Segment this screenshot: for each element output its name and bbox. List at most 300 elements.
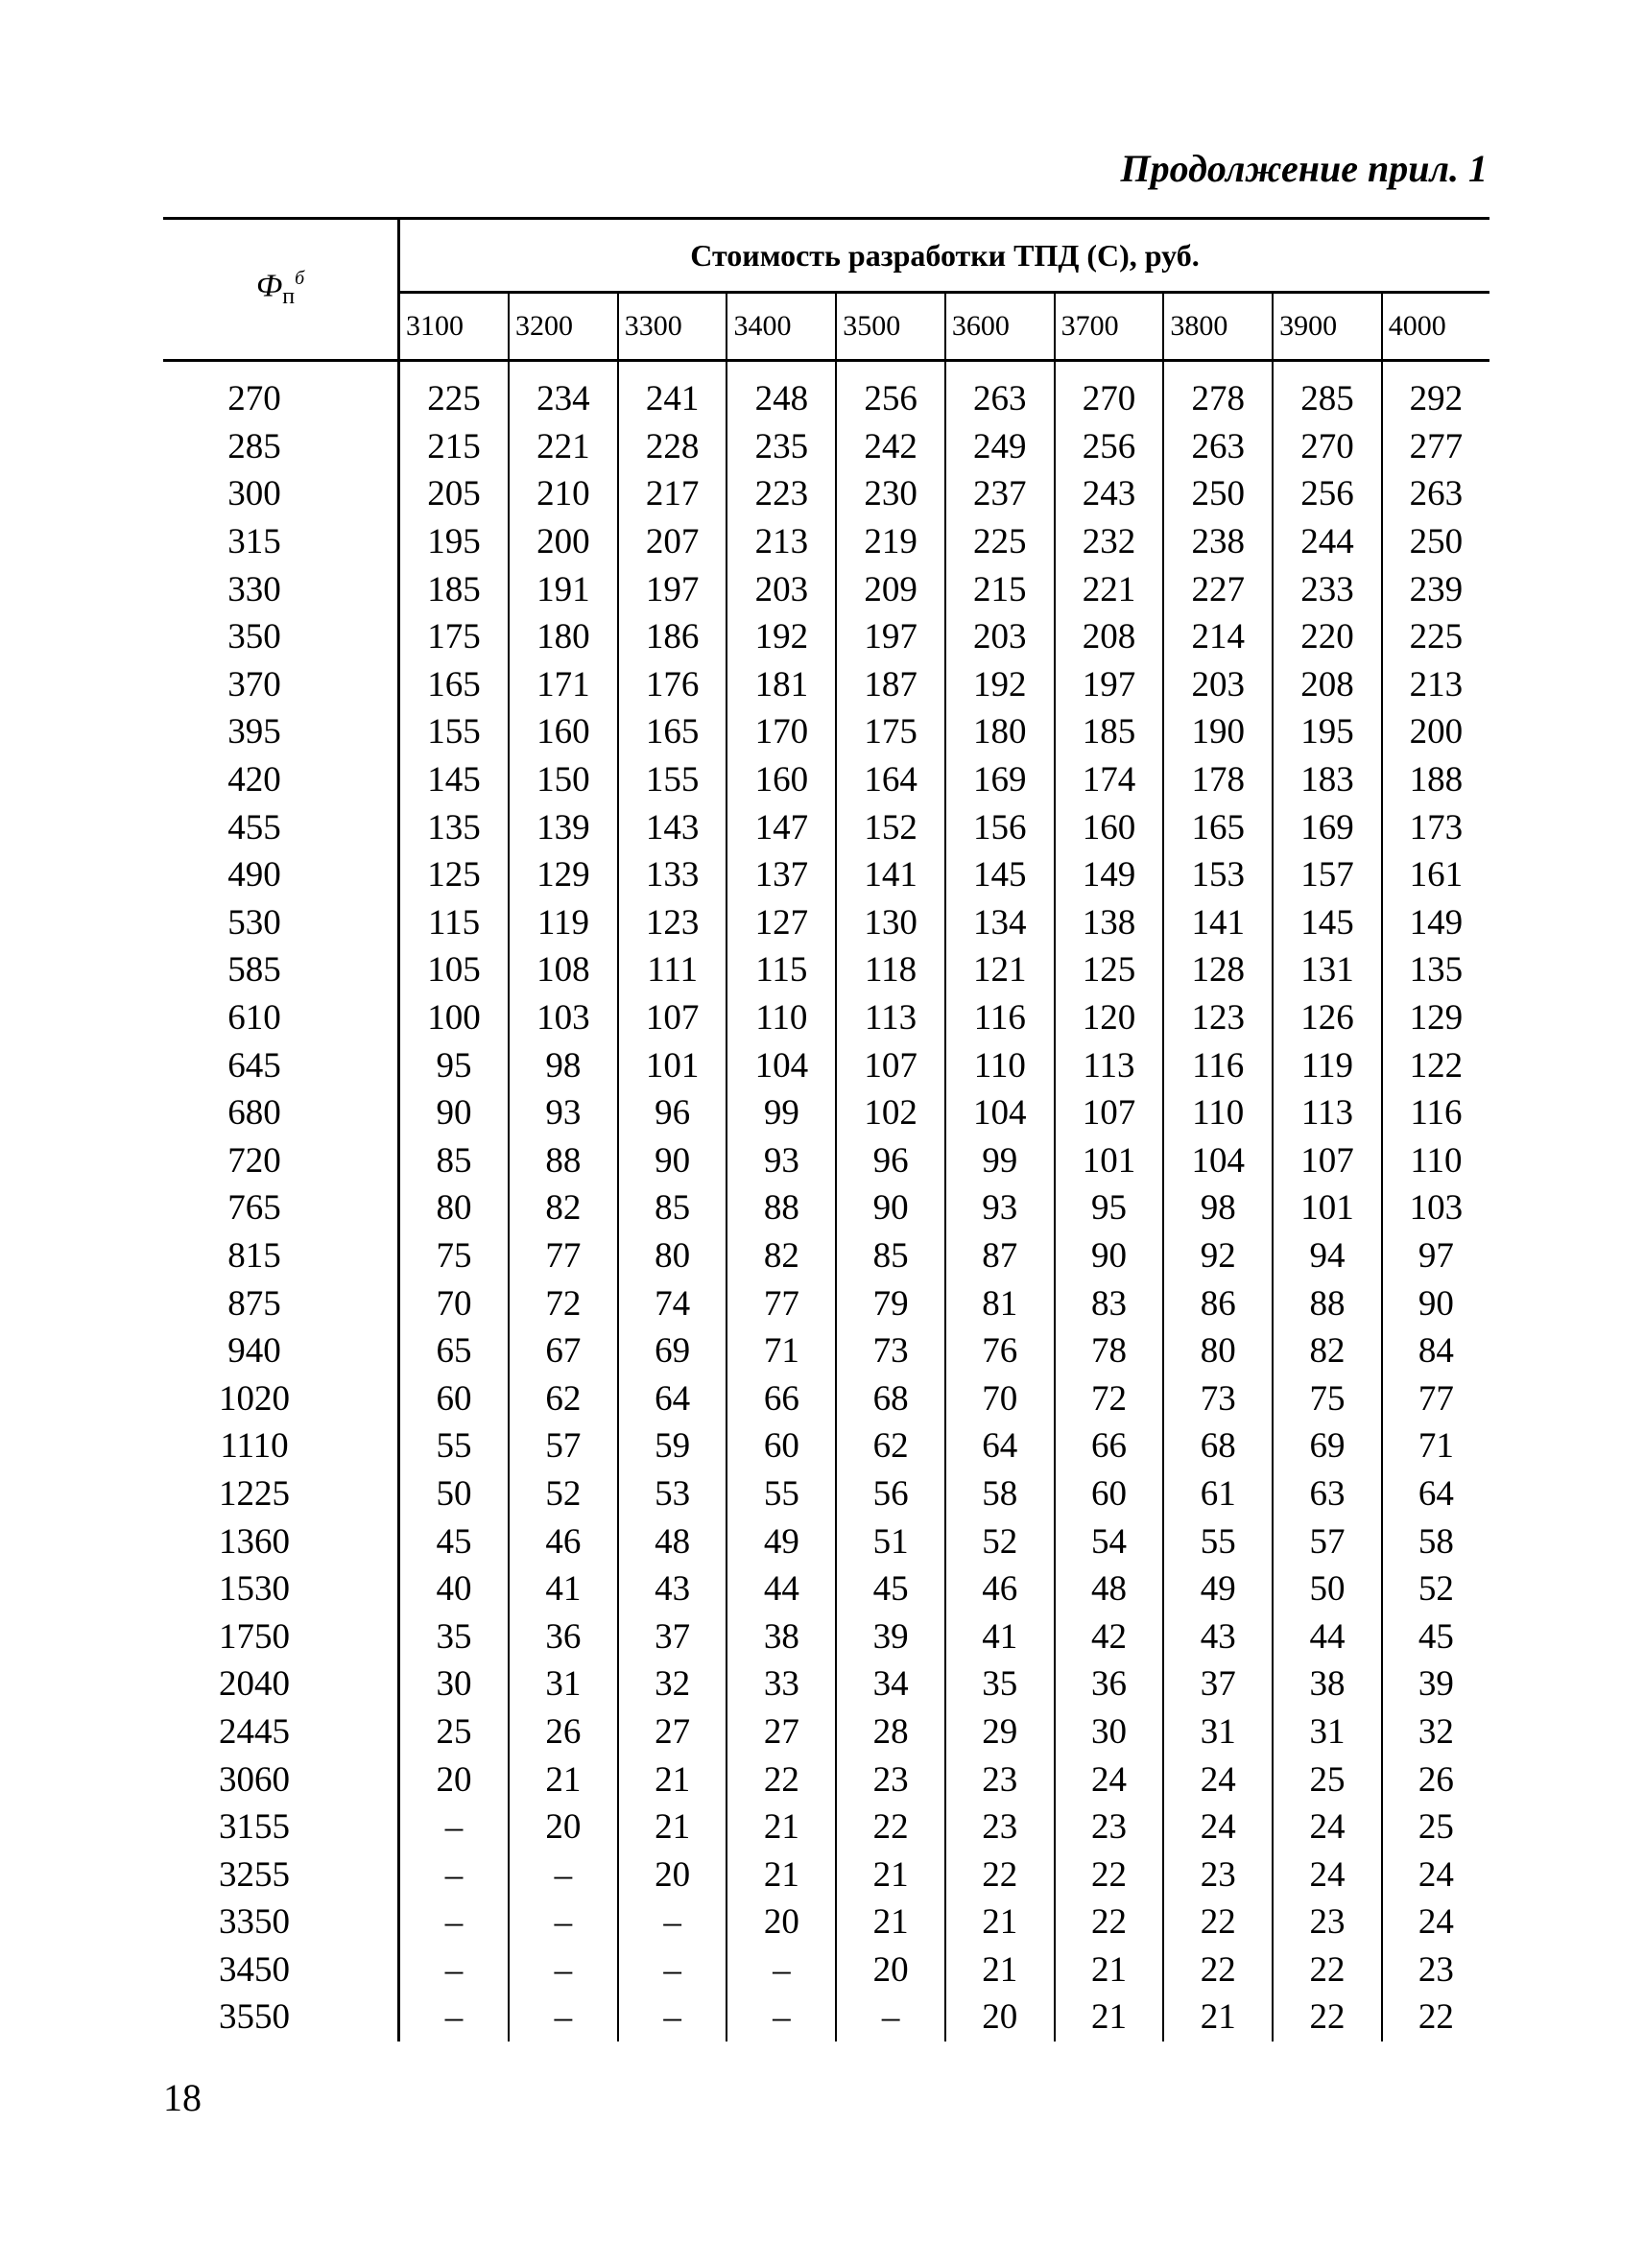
table-cell: 32 bbox=[618, 1660, 727, 1708]
table-cell: 22 bbox=[1163, 1898, 1273, 1946]
table-cell: 278 bbox=[1163, 361, 1273, 423]
table-cell: 188 bbox=[1382, 756, 1489, 804]
table-cell: 220 bbox=[1273, 613, 1382, 661]
table-cell: 221 bbox=[1055, 565, 1164, 613]
table-cell: 24 bbox=[1382, 1898, 1489, 1946]
table-cell: 64 bbox=[1382, 1470, 1489, 1518]
table-cell: 66 bbox=[727, 1374, 836, 1422]
table-cell: 183 bbox=[1273, 756, 1382, 804]
table-cell: 88 bbox=[1273, 1279, 1382, 1327]
table-cell: 39 bbox=[1382, 1660, 1489, 1708]
row-phi-value: 420 bbox=[163, 756, 399, 804]
row-phi-value: 765 bbox=[163, 1184, 399, 1232]
table-cell: 83 bbox=[1055, 1279, 1164, 1327]
table-cell: 21 bbox=[618, 1755, 727, 1803]
table-cell: 263 bbox=[1382, 470, 1489, 518]
table-cell: 50 bbox=[1273, 1565, 1382, 1613]
page-number: 18 bbox=[163, 2076, 202, 2119]
table-cell: 129 bbox=[1382, 994, 1489, 1042]
table-cell: 25 bbox=[1273, 1755, 1382, 1803]
table-cell: 197 bbox=[836, 613, 945, 661]
row-phi-value: 1360 bbox=[163, 1517, 399, 1565]
table-cell: 23 bbox=[1382, 1946, 1489, 1994]
column-header: 3500 bbox=[836, 293, 945, 361]
table-row bbox=[163, 803, 1489, 851]
table-cell: 45 bbox=[399, 1517, 510, 1565]
table-cell: 116 bbox=[1163, 1041, 1273, 1089]
table-cell: 77 bbox=[1382, 1374, 1489, 1422]
table-cell: 176 bbox=[618, 661, 727, 709]
row-phi-value: 940 bbox=[163, 1327, 399, 1375]
stub-subscript: п bbox=[282, 284, 296, 310]
table-row bbox=[163, 613, 1489, 661]
row-phi-value: 3255 bbox=[163, 1850, 399, 1898]
table-cell: 215 bbox=[399, 423, 510, 471]
row-phi-value: 2040 bbox=[163, 1660, 399, 1708]
table-row bbox=[163, 1612, 1489, 1660]
table-cell: 24 bbox=[1163, 1755, 1273, 1803]
row-phi-value: 270 bbox=[163, 361, 399, 423]
table-cell: 98 bbox=[1163, 1184, 1273, 1232]
table-cell: 200 bbox=[1382, 708, 1489, 756]
continuation-caption: Продолжение прил. 1 bbox=[1120, 147, 1488, 190]
table-row bbox=[163, 1708, 1489, 1756]
table-cell: 230 bbox=[836, 470, 945, 518]
table-cell: 134 bbox=[945, 899, 1055, 947]
table-cell: 85 bbox=[836, 1232, 945, 1280]
table-cell: 32 bbox=[1382, 1708, 1489, 1756]
table-cell: 241 bbox=[618, 361, 727, 423]
table-cell: 49 bbox=[727, 1517, 836, 1565]
table-cell: 195 bbox=[399, 518, 510, 566]
table-cell: 40 bbox=[399, 1565, 510, 1613]
table-cell: 20 bbox=[727, 1898, 836, 1946]
table-cell: 31 bbox=[1163, 1708, 1273, 1756]
table-cell: – bbox=[399, 1993, 510, 2041]
table-cell: 30 bbox=[1055, 1708, 1164, 1756]
table-cell: 150 bbox=[509, 756, 618, 804]
table-row bbox=[163, 1279, 1489, 1327]
table-cell: 21 bbox=[727, 1850, 836, 1898]
table-cell: 52 bbox=[1382, 1565, 1489, 1613]
table-cell: 97 bbox=[1382, 1232, 1489, 1280]
table-cell: 37 bbox=[618, 1612, 727, 1660]
table-cell: 23 bbox=[1163, 1850, 1273, 1898]
table-cell: 256 bbox=[836, 361, 945, 423]
table-cell: 192 bbox=[727, 613, 836, 661]
table-cell: 221 bbox=[509, 423, 618, 471]
table-cell: 50 bbox=[399, 1470, 510, 1518]
stub-superscript: б bbox=[295, 268, 305, 290]
table-cell: 90 bbox=[1055, 1232, 1164, 1280]
table-cell: 101 bbox=[1273, 1184, 1382, 1232]
table-cell: 277 bbox=[1382, 423, 1489, 471]
table-cell: 225 bbox=[945, 518, 1055, 566]
table-cell: 53 bbox=[618, 1470, 727, 1518]
table-cell: 223 bbox=[727, 470, 836, 518]
table-row bbox=[163, 1041, 1489, 1089]
table-cell: 155 bbox=[399, 708, 510, 756]
row-phi-value: 490 bbox=[163, 851, 399, 899]
table-cell: 180 bbox=[509, 613, 618, 661]
table-cell: 214 bbox=[1163, 613, 1273, 661]
table-cell: 21 bbox=[945, 1946, 1055, 1994]
table-row bbox=[163, 1850, 1489, 1898]
table-cell: 72 bbox=[509, 1279, 618, 1327]
table-cell: 20 bbox=[836, 1946, 945, 1994]
table-cell: 90 bbox=[618, 1137, 727, 1185]
table-cell: 225 bbox=[399, 361, 510, 423]
table-cell: 22 bbox=[945, 1850, 1055, 1898]
table-cell: – bbox=[509, 1898, 618, 1946]
table-row bbox=[163, 1137, 1489, 1185]
table-cell: 24 bbox=[1055, 1755, 1164, 1803]
table-cell: 225 bbox=[1382, 613, 1489, 661]
row-phi-value: 455 bbox=[163, 803, 399, 851]
row-phi-value: 1110 bbox=[163, 1422, 399, 1470]
table-cell: 143 bbox=[618, 803, 727, 851]
table-cell: 203 bbox=[945, 613, 1055, 661]
table-cell: 52 bbox=[509, 1470, 618, 1518]
table-cell: 107 bbox=[1055, 1089, 1164, 1137]
stub-symbol: Ф bbox=[255, 268, 283, 304]
table-cell: 68 bbox=[836, 1374, 945, 1422]
table-cell: 21 bbox=[836, 1850, 945, 1898]
table-cell: 27 bbox=[618, 1708, 727, 1756]
table-cell: 94 bbox=[1273, 1232, 1382, 1280]
table-cell: 48 bbox=[1055, 1565, 1164, 1613]
table-row bbox=[163, 994, 1489, 1042]
table-cell: 22 bbox=[1163, 1946, 1273, 1994]
table-cell: 60 bbox=[727, 1422, 836, 1470]
table-cell: 27 bbox=[727, 1708, 836, 1756]
table-cell: 125 bbox=[399, 851, 510, 899]
table-cell: 77 bbox=[509, 1232, 618, 1280]
table-cell: 101 bbox=[618, 1041, 727, 1089]
table-cell: 178 bbox=[1163, 756, 1273, 804]
table-cell: 244 bbox=[1273, 518, 1382, 566]
row-phi-value: 645 bbox=[163, 1041, 399, 1089]
table-cell: 75 bbox=[399, 1232, 510, 1280]
table-cell: 39 bbox=[836, 1612, 945, 1660]
table-cell: 185 bbox=[399, 565, 510, 613]
table-cell: 174 bbox=[1055, 756, 1164, 804]
table-cell: 64 bbox=[945, 1422, 1055, 1470]
table-cell: 181 bbox=[727, 661, 836, 709]
table-cell: 232 bbox=[1055, 518, 1164, 566]
table-cell: 145 bbox=[1273, 899, 1382, 947]
table-cell: 292 bbox=[1382, 361, 1489, 423]
table-cell: 85 bbox=[399, 1137, 510, 1185]
table-cell: 26 bbox=[509, 1708, 618, 1756]
table-cell: – bbox=[618, 1898, 727, 1946]
table-row bbox=[163, 1898, 1489, 1946]
column-header: 3200 bbox=[509, 293, 618, 361]
stub-header bbox=[163, 219, 399, 361]
table-cell: 21 bbox=[1055, 1993, 1164, 2041]
table-cell: 93 bbox=[945, 1184, 1055, 1232]
table-cell: 138 bbox=[1055, 899, 1164, 947]
table-cell: 103 bbox=[509, 994, 618, 1042]
table-cell: 42 bbox=[1055, 1612, 1164, 1660]
table-cell: 116 bbox=[1382, 1089, 1489, 1137]
table-cell: 21 bbox=[727, 1803, 836, 1851]
table-cell: 31 bbox=[1273, 1708, 1382, 1756]
table-cell: 22 bbox=[836, 1803, 945, 1851]
table-cell: 24 bbox=[1382, 1850, 1489, 1898]
table-cell: 105 bbox=[399, 946, 510, 994]
row-phi-value: 3550 bbox=[163, 1993, 399, 2041]
table-cell: 35 bbox=[399, 1612, 510, 1660]
table-row bbox=[163, 899, 1489, 947]
row-phi-value: 395 bbox=[163, 708, 399, 756]
table-cell: 22 bbox=[1382, 1993, 1489, 2041]
row-phi-value: 585 bbox=[163, 946, 399, 994]
table-cell: – bbox=[509, 1993, 618, 2041]
table-cell: 45 bbox=[836, 1565, 945, 1613]
table-cell: 82 bbox=[1273, 1327, 1382, 1375]
row-phi-value: 330 bbox=[163, 565, 399, 613]
table-cell: 270 bbox=[1055, 361, 1164, 423]
table-cell: – bbox=[509, 1946, 618, 1994]
table-cell: 210 bbox=[509, 470, 618, 518]
table-cell: 205 bbox=[399, 470, 510, 518]
row-phi-value: 370 bbox=[163, 661, 399, 709]
table-row bbox=[163, 361, 1489, 423]
table-cell: 23 bbox=[1273, 1898, 1382, 1946]
table-cell: 22 bbox=[1273, 1946, 1382, 1994]
table-cell: – bbox=[399, 1803, 510, 1851]
table-cell: 75 bbox=[1273, 1374, 1382, 1422]
table-cell: 133 bbox=[618, 851, 727, 899]
table-cell: 208 bbox=[1273, 661, 1382, 709]
table-cell: – bbox=[727, 1993, 836, 2041]
table-cell: 157 bbox=[1273, 851, 1382, 899]
table-row bbox=[163, 1422, 1489, 1470]
table-cell: 22 bbox=[1055, 1850, 1164, 1898]
table-row bbox=[163, 661, 1489, 709]
table-cell: 79 bbox=[836, 1279, 945, 1327]
row-phi-value: 350 bbox=[163, 613, 399, 661]
table-cell: 21 bbox=[1055, 1946, 1164, 1994]
table-cell: 123 bbox=[618, 899, 727, 947]
row-phi-value: 315 bbox=[163, 518, 399, 566]
table-cell: 135 bbox=[1382, 946, 1489, 994]
table-cell: 235 bbox=[727, 423, 836, 471]
row-phi-value: 1020 bbox=[163, 1374, 399, 1422]
table-cell: 110 bbox=[727, 994, 836, 1042]
table-cell: 69 bbox=[618, 1327, 727, 1375]
table-cell: 161 bbox=[1382, 851, 1489, 899]
table-cell: 160 bbox=[727, 756, 836, 804]
table-cell: 104 bbox=[945, 1089, 1055, 1137]
table-cell: 67 bbox=[509, 1327, 618, 1375]
table-cell: – bbox=[399, 1946, 510, 1994]
table-cell: 165 bbox=[399, 661, 510, 709]
table-cell: – bbox=[509, 1850, 618, 1898]
row-phi-value: 3450 bbox=[163, 1946, 399, 1994]
table-cell: 85 bbox=[618, 1184, 727, 1232]
row-phi-value: 300 bbox=[163, 470, 399, 518]
table-row bbox=[163, 565, 1489, 613]
table-cell: 197 bbox=[1055, 661, 1164, 709]
table-cell: 37 bbox=[1163, 1660, 1273, 1708]
table-cell: 82 bbox=[727, 1232, 836, 1280]
row-phi-value: 680 bbox=[163, 1089, 399, 1137]
table-cell: 99 bbox=[727, 1089, 836, 1137]
table-cell: 66 bbox=[1055, 1422, 1164, 1470]
table-cell: – bbox=[399, 1898, 510, 1946]
table-cell: 78 bbox=[1055, 1327, 1164, 1375]
table-row bbox=[163, 423, 1489, 471]
table-cell: 135 bbox=[399, 803, 510, 851]
table-cell: 45 bbox=[1382, 1612, 1489, 1660]
row-phi-value: 875 bbox=[163, 1279, 399, 1327]
table-cell: 43 bbox=[1163, 1612, 1273, 1660]
table-row bbox=[163, 470, 1489, 518]
table-cell: 64 bbox=[618, 1374, 727, 1422]
table-row bbox=[163, 1232, 1489, 1280]
table-cell: 36 bbox=[1055, 1660, 1164, 1708]
table-cell: 248 bbox=[727, 361, 836, 423]
row-phi-value: 1750 bbox=[163, 1612, 399, 1660]
table-cell: 58 bbox=[1382, 1517, 1489, 1565]
table-cell: 41 bbox=[945, 1612, 1055, 1660]
table-cell: 26 bbox=[1382, 1755, 1489, 1803]
table-cell: 169 bbox=[945, 756, 1055, 804]
table-row bbox=[163, 1327, 1489, 1375]
table-cell: 28 bbox=[836, 1708, 945, 1756]
table-cell: 185 bbox=[1055, 708, 1164, 756]
table-cell: 80 bbox=[618, 1232, 727, 1280]
cost-table bbox=[163, 217, 1489, 2041]
table-cell: 215 bbox=[945, 565, 1055, 613]
table-cell: 69 bbox=[1273, 1422, 1382, 1470]
table-row bbox=[163, 1946, 1489, 1994]
table-cell: 233 bbox=[1273, 565, 1382, 613]
table-cell: 263 bbox=[1163, 423, 1273, 471]
table-cell: 180 bbox=[945, 708, 1055, 756]
table-cell: 38 bbox=[727, 1612, 836, 1660]
table-cell: 256 bbox=[1273, 470, 1382, 518]
table-cell: 104 bbox=[1163, 1137, 1273, 1185]
table-row bbox=[163, 1660, 1489, 1708]
table-row bbox=[163, 756, 1489, 804]
table-cell: 103 bbox=[1382, 1184, 1489, 1232]
table-cell: 20 bbox=[509, 1803, 618, 1851]
table-cell: 228 bbox=[618, 423, 727, 471]
header-row-group bbox=[163, 219, 1489, 293]
table-cell: 242 bbox=[836, 423, 945, 471]
column-header: 3400 bbox=[727, 293, 836, 361]
table-cell: 113 bbox=[1055, 1041, 1164, 1089]
table-cell: 270 bbox=[1273, 423, 1382, 471]
table-cell: 175 bbox=[836, 708, 945, 756]
table-cell: 239 bbox=[1382, 565, 1489, 613]
table-cell: 116 bbox=[945, 994, 1055, 1042]
table-cell: 68 bbox=[1163, 1422, 1273, 1470]
table-cell: 115 bbox=[399, 899, 510, 947]
table-cell: 30 bbox=[399, 1660, 510, 1708]
table-cell: 73 bbox=[836, 1327, 945, 1375]
table-cell: 73 bbox=[1163, 1374, 1273, 1422]
table-cell: 72 bbox=[1055, 1374, 1164, 1422]
table-cell: 88 bbox=[509, 1137, 618, 1185]
group-header: Стоимость разработки ТПД (C), руб. bbox=[399, 219, 1490, 293]
table-cell: – bbox=[727, 1946, 836, 1994]
table-cell: 20 bbox=[618, 1850, 727, 1898]
table-cell: 121 bbox=[945, 946, 1055, 994]
table-cell: 285 bbox=[1273, 361, 1382, 423]
table-cell: 96 bbox=[836, 1137, 945, 1185]
table-cell: 110 bbox=[1163, 1089, 1273, 1137]
table-cell: 25 bbox=[399, 1708, 510, 1756]
table-cell: 77 bbox=[727, 1279, 836, 1327]
table-cell: 186 bbox=[618, 613, 727, 661]
table-cell: 256 bbox=[1055, 423, 1164, 471]
table-cell: 34 bbox=[836, 1660, 945, 1708]
table-cell: 58 bbox=[945, 1470, 1055, 1518]
table-cell: 52 bbox=[945, 1517, 1055, 1565]
table-cell: 55 bbox=[1163, 1517, 1273, 1565]
column-header: 3100 bbox=[399, 293, 510, 361]
table-row bbox=[163, 1184, 1489, 1232]
table-cell: 21 bbox=[836, 1898, 945, 1946]
table-cell: 54 bbox=[1055, 1517, 1164, 1565]
row-phi-value: 610 bbox=[163, 994, 399, 1042]
table-cell: 95 bbox=[399, 1041, 510, 1089]
table-cell: 156 bbox=[945, 803, 1055, 851]
table-cell: 171 bbox=[509, 661, 618, 709]
table-cell: 21 bbox=[945, 1898, 1055, 1946]
table-cell: 208 bbox=[1055, 613, 1164, 661]
row-phi-value: 3350 bbox=[163, 1898, 399, 1946]
table-cell: 23 bbox=[945, 1755, 1055, 1803]
table-cell: 65 bbox=[399, 1327, 510, 1375]
table-cell: 173 bbox=[1382, 803, 1489, 851]
table-cell: 113 bbox=[836, 994, 945, 1042]
row-phi-value: 530 bbox=[163, 899, 399, 947]
table-cell: 102 bbox=[836, 1089, 945, 1137]
table-cell: 23 bbox=[945, 1803, 1055, 1851]
table-cell: 82 bbox=[509, 1184, 618, 1232]
table-cell: 131 bbox=[1273, 946, 1382, 994]
table-row bbox=[163, 1089, 1489, 1137]
table-cell: 70 bbox=[399, 1279, 510, 1327]
table-cell: – bbox=[399, 1850, 510, 1898]
table-cell: 56 bbox=[836, 1470, 945, 1518]
row-phi-value: 3155 bbox=[163, 1803, 399, 1851]
table-cell: 203 bbox=[727, 565, 836, 613]
table-body bbox=[163, 361, 1489, 2041]
table-cell: 22 bbox=[1055, 1898, 1164, 1946]
table-cell: 80 bbox=[1163, 1327, 1273, 1375]
table-cell: 21 bbox=[1163, 1993, 1273, 2041]
table-row bbox=[163, 1517, 1489, 1565]
table-cell: 51 bbox=[836, 1517, 945, 1565]
table-cell: 160 bbox=[509, 708, 618, 756]
table-cell: 43 bbox=[618, 1565, 727, 1613]
table-cell: 90 bbox=[1382, 1279, 1489, 1327]
table-cell: 71 bbox=[1382, 1422, 1489, 1470]
table-row bbox=[163, 708, 1489, 756]
table-cell: 238 bbox=[1163, 518, 1273, 566]
table-cell: 190 bbox=[1163, 708, 1273, 756]
table-cell: 90 bbox=[836, 1184, 945, 1232]
table-row bbox=[163, 1470, 1489, 1518]
table-cell: 170 bbox=[727, 708, 836, 756]
table-cell: 99 bbox=[945, 1137, 1055, 1185]
